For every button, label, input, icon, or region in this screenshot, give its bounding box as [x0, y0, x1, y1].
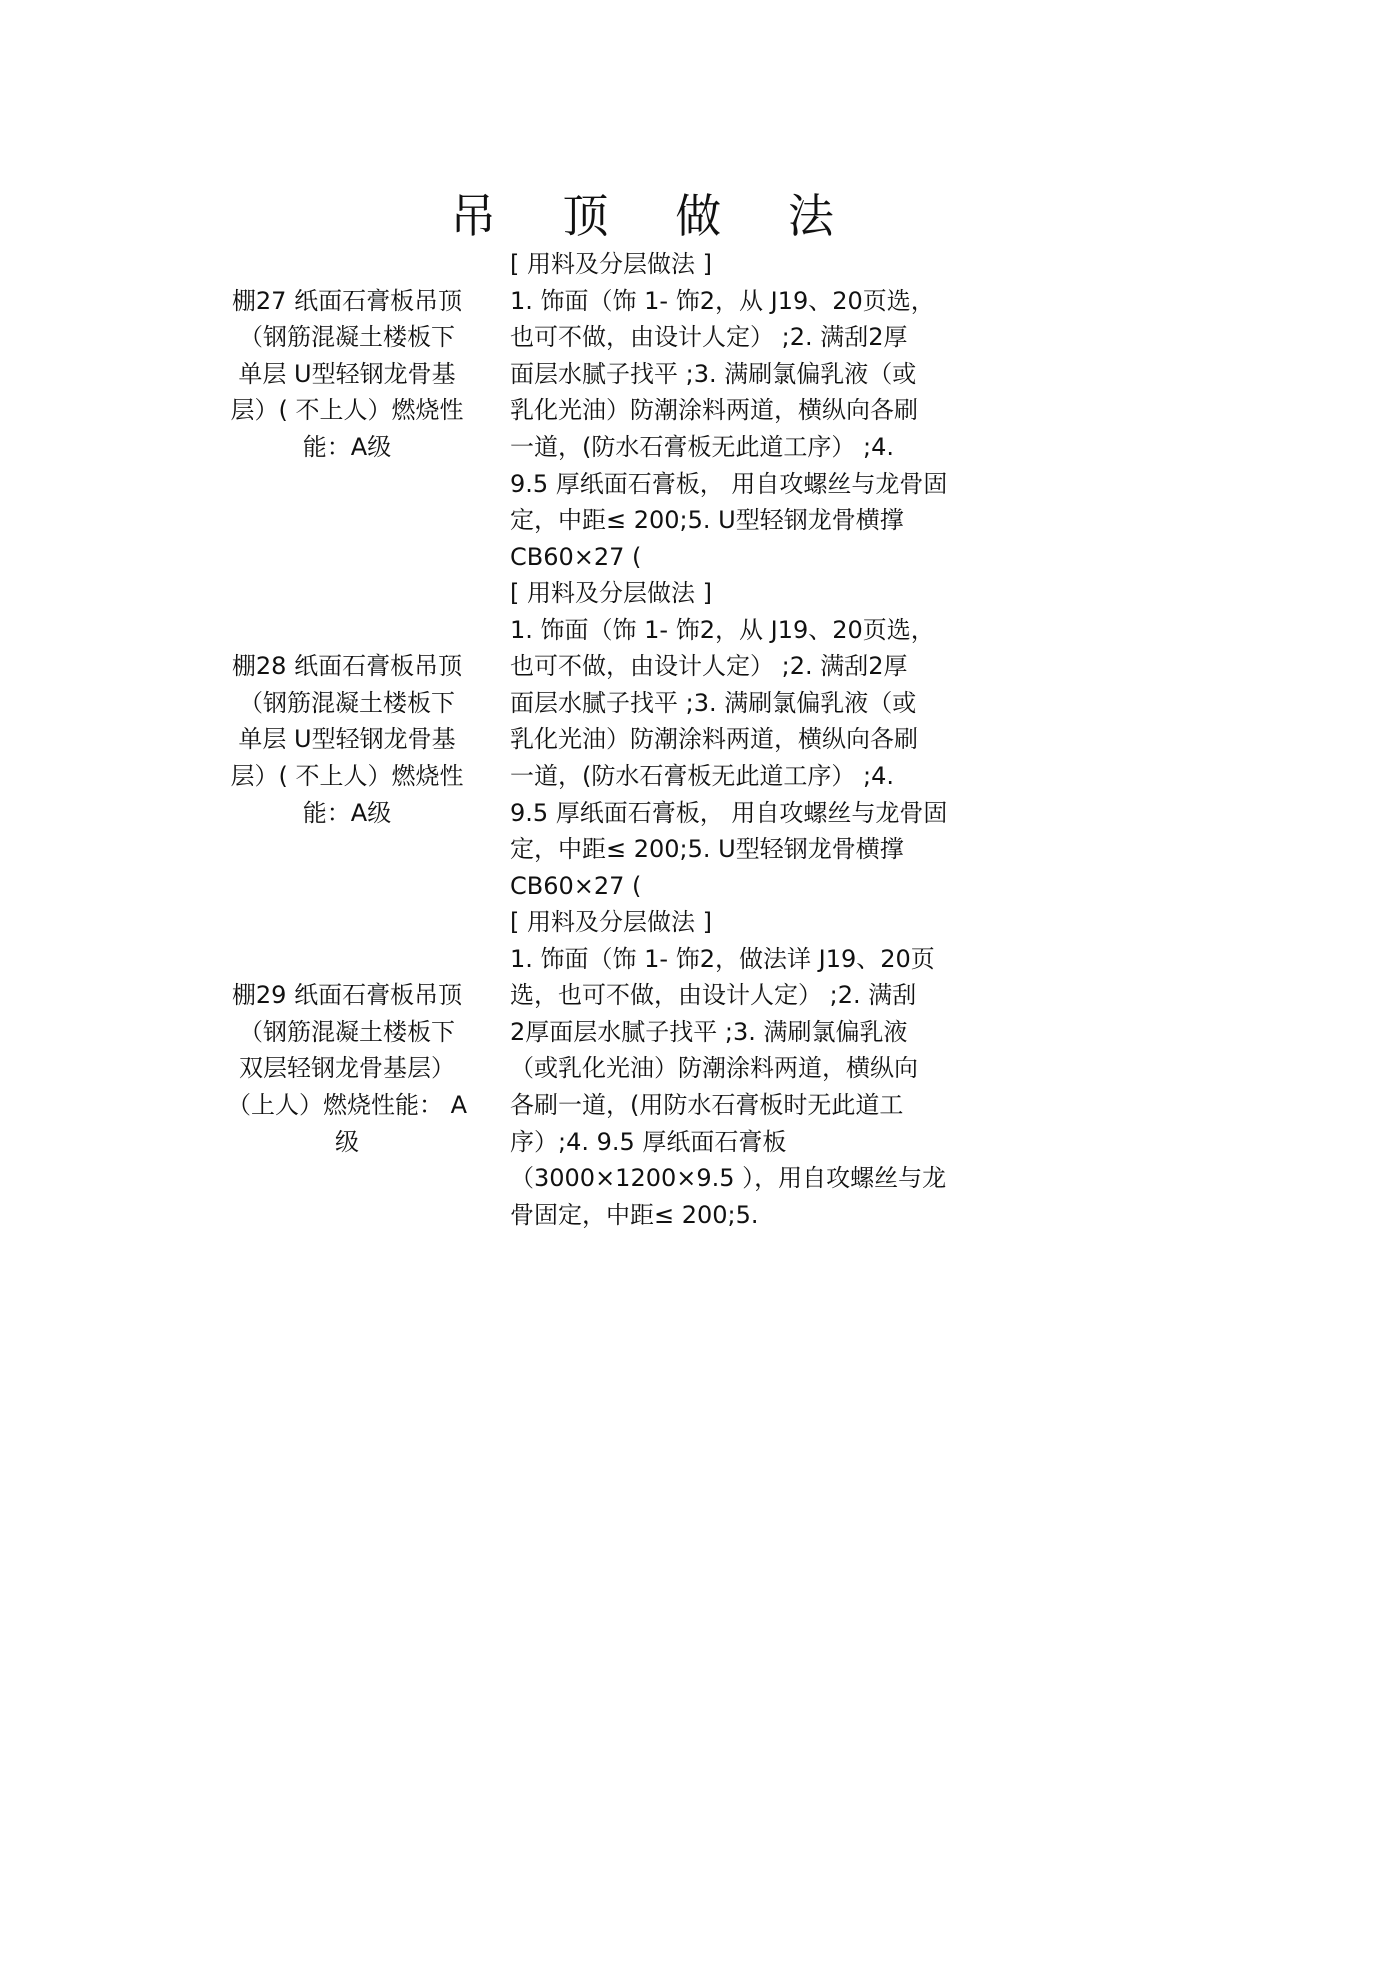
entry-name: 棚29 纸面石膏板吊顶 （钢筋混凝土楼板下 双层轻钢龙骨基层） （上人）燃烧性能： A 级 — [226, 981, 468, 1156]
page-title: 吊 顶 做 法 — [450, 189, 860, 243]
entry-description: [ 用料及分层做法 ] 1. 饰面（饰 1- 饰2，从 J19、20页选， 也可不做，由设计人定） ;2. 满刮2厚 面层水腻子找平 ;3. 满刷氯偏乳液（或 乳化光油）防潮涂料两道，横纵向各刷 一道，(防水石膏板无此道工序） ;4. 9.5 厚纸面石膏板， 用自攻螺丝与龙骨固 定，中距≤ 200;5. U型轻钢龙骨横撑 CB60×27 ( — [510, 579, 948, 900]
entry-name: 棚28 纸面石膏板吊顶 （钢筋混凝土楼板下 单层 U型轻钢龙骨基 层）( 不上人）燃烧性 能：A级 — [230, 652, 464, 827]
entry-description: [ 用料及分层做法 ] 1. 饰面（饰 1- 饰2，做法详 J19、20页 选，也可不做，由设计人定） ;2. 满刮 2厚面层水腻子找平 ;3. 满刷氯偏乳液 （或乳化光油）防潮涂料两道，横纵向 各刷一道，(用防水石膏板时无此道工 序）;4. 9.5 厚纸面石膏板 （3000×1200×9.5 ），用自攻螺丝与龙 骨固定，中距≤ 200;5. — [510, 908, 947, 1229]
entry-description: [ 用料及分层做法 ] 1. 饰面（饰 1- 饰2，从 J19、20页选， 也可不做，由设计人定） ;2. 满刮2厚 面层水腻子找平 ;3. 满刷氯偏乳液（或 乳化光油）防潮涂料两道，横纵向各刷 一道，(防水石膏板无此道工序） ;4. 9.5 厚纸面石膏板， 用自攻螺丝与龙骨固 定，中距≤ 200;5. U型轻钢龙骨横撑 CB60×27 ( — [510, 250, 948, 571]
entry-name: 棚27 纸面石膏板吊顶 （钢筋混凝土楼板下 单层 U型轻钢龙骨基 层）( 不上人）燃烧性 能：A级 — [230, 286, 464, 461]
